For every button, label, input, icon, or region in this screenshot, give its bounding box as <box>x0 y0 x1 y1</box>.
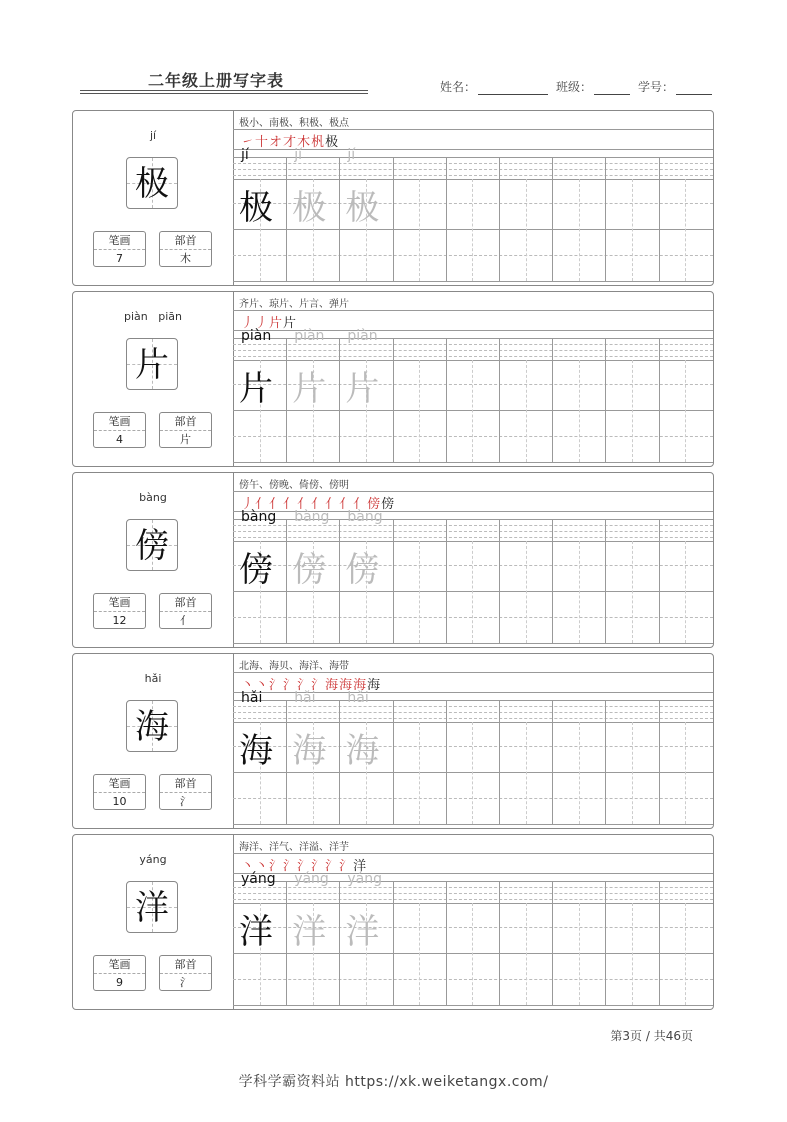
stroke-step: 亻 <box>353 497 368 512</box>
stroke-step: 亻 <box>325 497 340 512</box>
pinyin-sample: bàng <box>241 509 277 525</box>
stroke-step: 丶 <box>241 678 256 693</box>
student-id-field[interactable]: 学号： <box>638 78 712 95</box>
example-words: 极小、南极、积极、极点 <box>239 118 349 129</box>
stroke-step: 氵 <box>269 859 284 874</box>
footer-site: 学科学霸资料站 https://xk.weiketangx.com/ <box>238 1074 549 1090</box>
stroke-step: 片 <box>269 316 284 331</box>
stroke-step: 亻 <box>269 497 284 512</box>
pinyin-sample: hǎi <box>241 690 263 706</box>
character-sample: 洋 <box>292 912 327 952</box>
stroke-count-box: 笔画 7 <box>93 231 146 267</box>
page-indicator: 第3页 / 共46页 <box>610 1029 693 1043</box>
character-panel <box>73 292 234 466</box>
character-panel <box>73 835 234 1009</box>
character-sample: 洋 <box>345 912 380 952</box>
character-panel <box>73 654 234 828</box>
stroke-count: 4 <box>116 433 123 446</box>
stroke-step: 亻 <box>297 497 312 512</box>
pinyin-label: hǎi <box>144 672 162 685</box>
stroke-step: 海 <box>367 678 382 693</box>
pinyin-sample: yáng <box>241 871 276 887</box>
character-sample: 片 <box>345 369 380 409</box>
character-box <box>126 519 178 571</box>
example-words: 北海、海贝、海洋、海带 <box>239 661 349 672</box>
character: 傍 <box>135 526 169 566</box>
stroke-step: 丿 <box>255 316 270 331</box>
character-box <box>126 881 178 933</box>
pinyin-label: jí <box>149 129 157 142</box>
stroke-step: 亻 <box>339 497 354 512</box>
pinyin-sample: yáng <box>294 871 329 887</box>
radical-box: 部首 木 <box>159 231 212 267</box>
stroke-step: ㇀ <box>241 135 256 150</box>
stroke-order <box>241 131 339 150</box>
character-sample: 海 <box>239 731 273 771</box>
stroke-step: 丶 <box>255 859 270 874</box>
character-panel <box>73 111 234 285</box>
stroke-step: 氵 <box>297 678 312 693</box>
pinyin-sample: jí <box>294 147 302 163</box>
stroke-step: 丶 <box>255 678 270 693</box>
stroke-step: 海 <box>339 678 354 693</box>
character-sample: 极 <box>345 188 380 228</box>
student-fields <box>440 78 712 95</box>
example-words: 海洋、洋气、洋溢、洋芋 <box>239 842 349 853</box>
pinyin-sample: piàn <box>241 328 272 344</box>
radical: 氵 <box>180 976 191 989</box>
writing-grid[interactable] <box>233 328 713 462</box>
stroke-count-box: 笔画 12 <box>93 593 146 629</box>
pinyin-sample: hǎi <box>294 690 316 706</box>
character-sample: 极 <box>239 188 273 228</box>
stroke-count-box: 笔画 10 <box>93 774 146 810</box>
stroke-count: 10 <box>112 795 127 808</box>
stroke-step: 傍 <box>381 497 396 512</box>
stroke-step: 木 <box>297 135 312 150</box>
character: 片 <box>135 345 169 385</box>
pinyin-sample: hǎi <box>347 690 369 706</box>
character-box <box>126 700 178 752</box>
stroke-step: 片 <box>283 316 298 331</box>
character-card <box>72 653 714 829</box>
radical: 氵 <box>180 795 191 808</box>
radical: 木 <box>180 252 191 265</box>
character-box <box>126 157 178 209</box>
stroke-count-box: 笔画 4 <box>93 412 146 448</box>
stroke-step: 丿 <box>241 316 256 331</box>
stroke-step: 氵 <box>339 859 354 874</box>
stroke-step: 氵 <box>297 859 312 874</box>
character-sample: 洋 <box>239 912 273 952</box>
character-panel <box>73 473 234 647</box>
stroke-step: 氵 <box>325 859 340 874</box>
title-underline-2 <box>80 93 368 94</box>
practice-panel <box>233 292 713 466</box>
character-sample: 傍 <box>345 550 380 590</box>
writing-grid[interactable] <box>233 871 713 1005</box>
character-card <box>72 834 714 1010</box>
stroke-step: 亻 <box>255 497 270 512</box>
stroke-step: 氵 <box>283 678 298 693</box>
stroke-step: 十 <box>255 135 270 150</box>
radical-box: 部首 亻 <box>159 593 212 629</box>
character-sample: 傍 <box>239 550 273 590</box>
character: 海 <box>135 707 169 747</box>
pinyin-label: bàng <box>139 491 167 504</box>
stroke-step: 氵 <box>311 859 326 874</box>
stroke-step: 丶 <box>241 859 256 874</box>
practice-panel <box>233 835 713 1009</box>
stroke-step: 洋 <box>353 859 368 874</box>
stroke-step: 杋 <box>311 135 326 150</box>
radical-box: 部首 氵 <box>159 774 212 810</box>
pinyin-sample: piàn <box>347 328 378 344</box>
practice-panel <box>233 654 713 828</box>
stroke-step: 亻 <box>283 497 298 512</box>
character-sample: 海 <box>345 731 380 771</box>
stroke-step: 傍 <box>367 497 382 512</box>
writing-grid[interactable] <box>233 690 713 824</box>
character-sample: 极 <box>292 188 327 228</box>
title-underline <box>80 90 368 91</box>
stroke-step: 丿 <box>241 497 256 512</box>
writing-grid[interactable] <box>233 509 713 643</box>
pinyin-sample: jí <box>241 147 249 163</box>
stroke-step: 氵 <box>283 859 298 874</box>
pinyin-sample: yáng <box>347 871 383 887</box>
pinyin-label: piàn piān <box>124 310 182 323</box>
character: 极 <box>135 164 169 204</box>
worksheet-title: 二年级上册写字表 <box>148 71 285 90</box>
practice-panel <box>233 473 713 647</box>
character-card <box>72 472 714 648</box>
stroke-step: 海 <box>325 678 340 693</box>
stroke-count: 12 <box>112 614 127 627</box>
stroke-count: 7 <box>116 252 123 265</box>
practice-panel <box>233 111 713 285</box>
stroke-step: 氵 <box>269 678 284 693</box>
stroke-step: 亻 <box>311 497 326 512</box>
character: 洋 <box>135 888 169 928</box>
stroke-count-box: 笔画 9 <box>93 955 146 991</box>
radical-box: 部首 氵 <box>159 955 212 991</box>
character-sample: 海 <box>292 731 327 771</box>
class-field[interactable]: 班级： <box>556 78 630 95</box>
character-sample: 傍 <box>292 550 327 590</box>
character-sample: 片 <box>239 369 273 409</box>
pinyin-label: yáng <box>139 853 167 866</box>
worksheet-header <box>80 64 712 100</box>
writing-grid[interactable] <box>233 147 713 281</box>
name-field[interactable]: 姓名： <box>440 78 548 95</box>
stroke-step: 极 <box>325 135 340 150</box>
pinyin-sample: piàn <box>294 328 325 344</box>
character-card <box>72 110 714 286</box>
stroke-step: オ <box>269 135 284 150</box>
character-box <box>126 338 178 390</box>
example-words: 傍午、傍晚、倚傍、傍明 <box>239 480 349 491</box>
radical: 片 <box>180 433 191 446</box>
stroke-count: 9 <box>116 976 123 989</box>
radical: 亻 <box>180 614 191 627</box>
character-card <box>72 291 714 467</box>
stroke-step: 才 <box>283 135 298 150</box>
radical-box: 部首 片 <box>159 412 212 448</box>
stroke-step: 海 <box>353 678 368 693</box>
stroke-step: 氵 <box>311 678 326 693</box>
pinyin-sample: bàng <box>347 509 383 525</box>
pinyin-sample: bàng <box>294 509 330 525</box>
example-words: 齐片、琼片、片言、弹片 <box>239 299 349 310</box>
pinyin-sample: jí <box>347 147 356 163</box>
character-sample: 片 <box>292 369 327 409</box>
